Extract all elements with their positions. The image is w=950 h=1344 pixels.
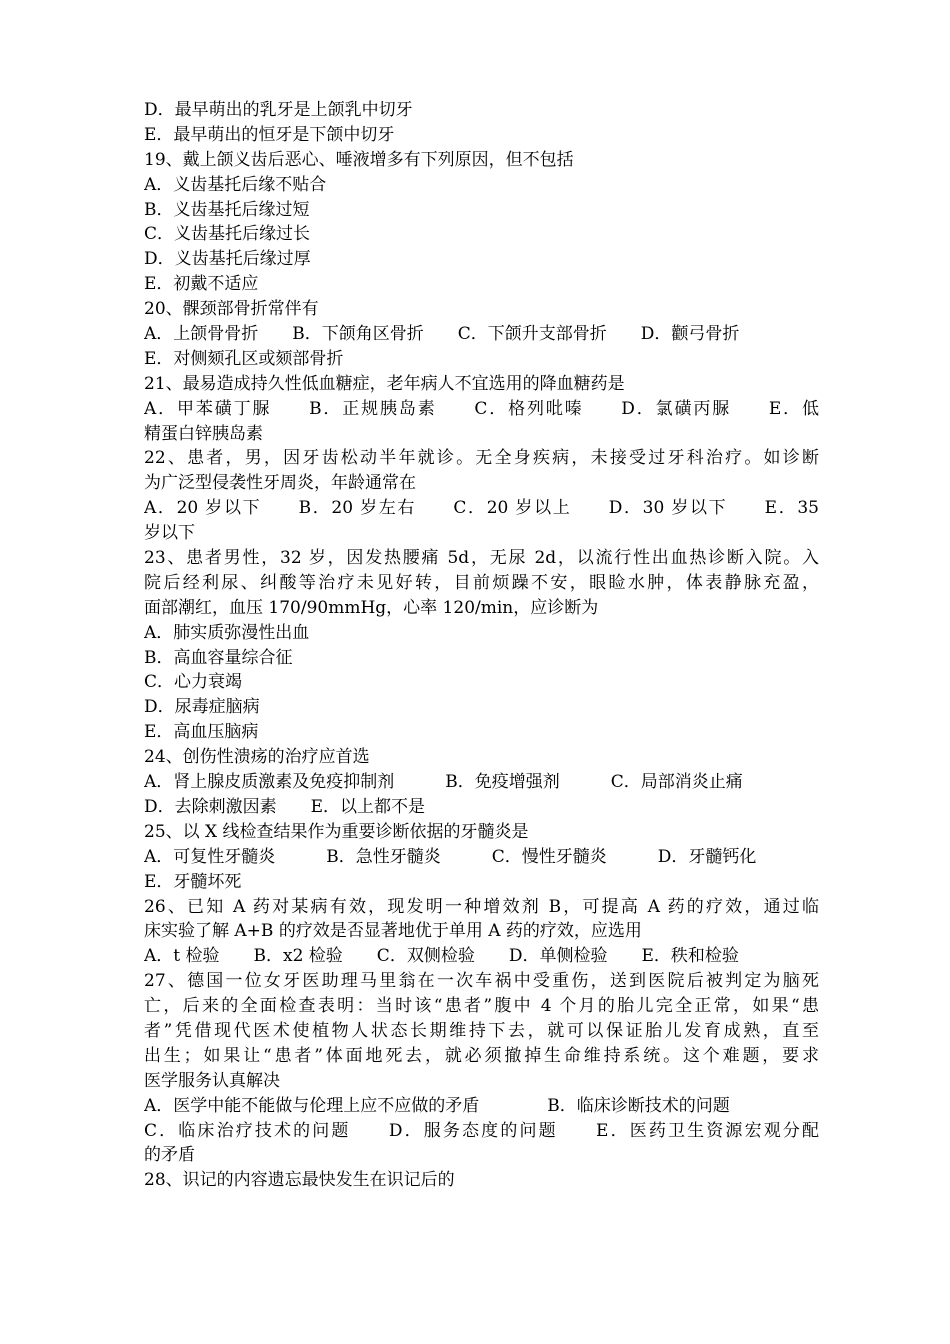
text-line: 的矛盾 <box>144 1145 195 1166</box>
document-page <box>144 98 819 1193</box>
text-line: 出生；如果让“患者”体面地死去，就必须撤掉生命维持系统。这个难题，要求 <box>144 1045 819 1066</box>
text-line: B．义齿基托后缘过短 <box>144 199 310 220</box>
text-line: E．高血压脑病 <box>144 722 259 743</box>
text-line: A．甲苯磺丁脲 B．正规胰岛素 C．格列吡嗪 D．氯磺丙脲 E．低 <box>144 398 819 419</box>
text-line: A．20 岁以下 B．20 岁左右 C．20 岁以上 D．30 岁以下 E．35 <box>144 498 819 519</box>
text-line: 精蛋白锌胰岛素 <box>144 423 263 444</box>
text-line: 28、识记的内容遗忘最快发生在识记后的 <box>144 1170 455 1191</box>
text-line: 26、已知 A 药对某病有效，现发明一种增效剂 B，可提高 A 药的疗效，通过临 <box>144 896 819 917</box>
text-line: D．去除刺激因素 E．以上都不是 <box>144 796 426 817</box>
text-line: 27、德国一位女牙医助理马里翁在一次车祸中受重伤，送到医院后被判定为脑死 <box>144 971 819 992</box>
text-line: A．医学中能不能做与伦理上应不应做的矛盾 B．临床诊断技术的问题 <box>144 1095 730 1116</box>
text-line: A．t 检验 B．x2 检验 C．双侧检验 D．单侧检验 E．秩和检验 <box>144 946 739 967</box>
text-line: 22、患者，男，因牙齿松动半年就诊。无全身疾病，未接受过牙科治疗。如诊断 <box>144 448 819 469</box>
text-line: 21、最易造成持久性低血糖症，老年病人不宜选用的降血糖药是 <box>144 373 625 394</box>
text-line: 20、髁颈部骨折常伴有 <box>144 299 319 320</box>
text-line: E．初戴不适应 <box>144 274 259 295</box>
text-line: C．义齿基托后缘过长 <box>144 224 311 245</box>
text-line: D．尿毒症脑病 <box>144 697 260 718</box>
text-line: 23、患者男性，32 岁，因发热腰痛 5d，无尿 2d，以流行性出血热诊断入院。入 <box>144 548 819 569</box>
text-line: C．心力衰竭 <box>144 672 243 693</box>
text-line: D．最早萌出的乳牙是上颌乳中切牙 <box>144 100 413 120</box>
text-line: 亡，后来的全面检查表明：当时该“患者”腹中 4 个月的胎儿完全正常，如果“患 <box>144 996 819 1017</box>
text-line: A．义齿基托后缘不贴合 <box>144 174 327 195</box>
text-line: 25、以 X 线检查结果作为重要诊断依据的牙髓炎是 <box>144 821 529 842</box>
text-line: 院后经利尿、纠酸等治疗未见好转，目前烦躁不安，眼睑水肿，体表静脉充盈， <box>144 572 819 593</box>
text-line: 医学服务认真解决 <box>144 1070 280 1091</box>
text-line: 岁以下 <box>144 523 195 544</box>
text-line: 为广泛型侵袭性牙周炎，年龄通常在 <box>144 473 416 494</box>
text-line: A．肾上腺皮质激素及免疫抑制剂 B．免疫增强剂 C．局部消炎止痛 <box>144 772 743 793</box>
text-line: 床实验了解 A+B 的疗效是否显著地优于单用 A 药的疗效，应选用 <box>144 921 642 942</box>
text-line: E．牙髓坏死 <box>144 871 242 892</box>
text-line: E．最早萌出的恒牙是下颌中切牙 <box>144 124 395 145</box>
text-line: E．对侧颏孔区或颏部骨折 <box>144 348 344 369</box>
text-line: C．临床治疗技术的问题 D．服务态度的问题 E．医药卫生资源宏观分配 <box>144 1120 819 1141</box>
text-line: A．上颌骨骨折 B．下颌角区骨折 C．下颌升支部骨折 D．颧弓骨折 <box>144 324 740 345</box>
text-line: 者”凭借现代医术使植物人状态长期维持下去，就可以保证胎儿发育成熟，直至 <box>144 1020 819 1041</box>
text-line: B．高血容量综合征 <box>144 647 293 668</box>
text-line: D．义齿基托后缘过厚 <box>144 249 311 270</box>
text-line: 19、戴上颌义齿后恶心、唾液增多有下列原因，但不包括 <box>144 149 574 170</box>
text-line: A．肺实质弥漫性出血 <box>144 622 310 643</box>
text-line: 面部潮红，血压 170/90mmHg，心率 120/min，应诊断为 <box>144 597 599 618</box>
text-line: A．可复性牙髓炎 B．急性牙髓炎 C．慢性牙髓炎 D．牙髓钙化 <box>144 846 757 867</box>
text-line: 24、创伤性溃疡的治疗应首选 <box>144 747 370 768</box>
